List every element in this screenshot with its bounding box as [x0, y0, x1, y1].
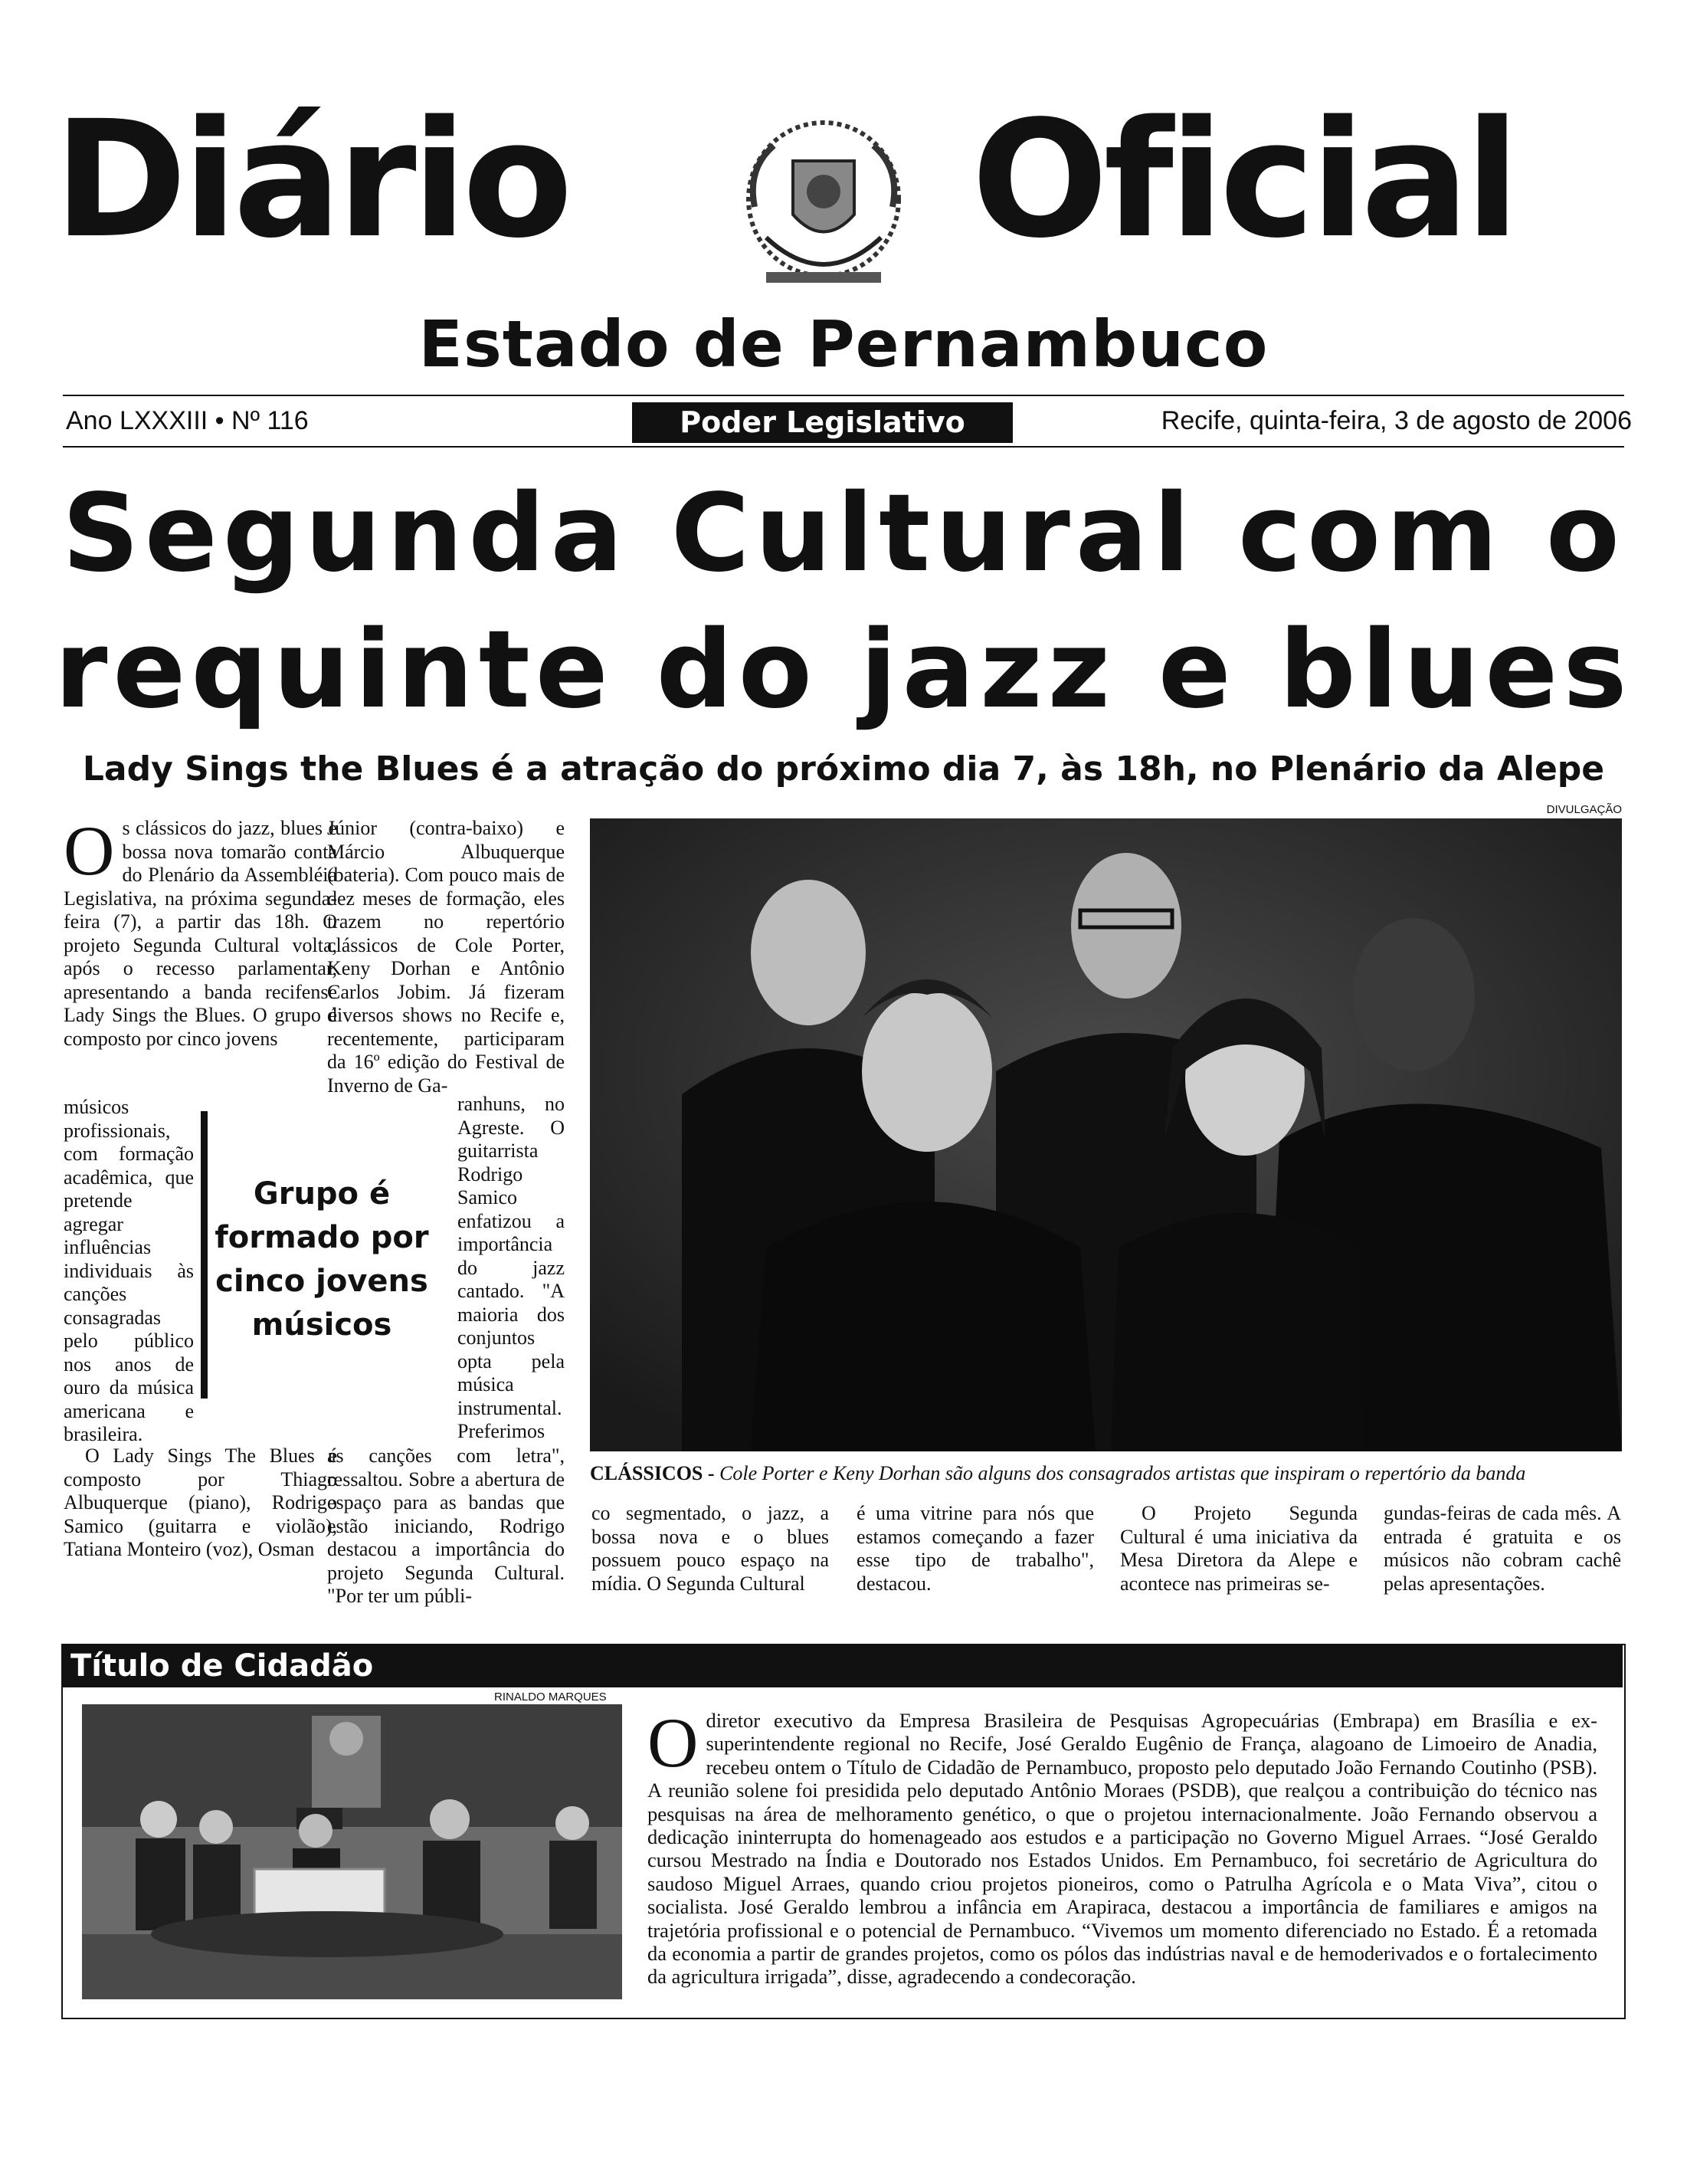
divider-bottom	[63, 446, 1624, 448]
masthead-state: Estado de Pernambuco	[418, 307, 1269, 382]
article-lower-column-1	[591, 1502, 829, 1595]
article-lower-column-4	[1384, 1502, 1621, 1595]
lower-column-1-text: co segmentado, o jazz, a bossa nova e o blues possuem pouco espaço na mídia. O Segunda Cultural	[591, 1502, 829, 1595]
masthead-title-right: Oficial	[971, 86, 1516, 274]
seal-icon	[735, 115, 912, 299]
box-title: Título de Cidadão	[63, 1645, 1623, 1687]
article-column-2-wrap	[457, 1093, 565, 1444]
ceremony-photo	[82, 1704, 622, 1999]
column-1-narrow-text: músicos profissionais, com formação acadêmica, que pretende agregar influências individuais às canções consagradas pelo público nos anos de ouro da música americana e brasileira.	[64, 1096, 194, 1445]
article-column-1	[64, 812, 337, 1051]
pullquote: Grupo é formado por cinco jovens músicos	[215, 1176, 429, 1343]
article-lower-column-3	[1120, 1502, 1358, 1595]
article-column-1-bottom	[64, 1445, 337, 1562]
caption-text: Cole Porter e Keny Dorhan são alguns dos consagrados artistas que inspiram o repertório da banda	[719, 1462, 1526, 1484]
box-photo-credit: RINALDO MARQUES	[494, 1690, 607, 1704]
masthead-title-left: Diário	[54, 86, 568, 274]
box-article	[647, 1704, 1597, 1989]
box-dropcap: O	[647, 1704, 699, 1782]
column-1-bottom-text: O Lady Sings The Blues é composto por Thiago Albuquerque (piano), Rodrigo Samico (guitarra e violão), Tatiana Monteiro (voz), Osman	[64, 1445, 337, 1560]
dropcap: O	[64, 812, 115, 890]
dateline: Recife, quinta-feira, 3 de agosto de 2006	[1161, 406, 1632, 435]
column-2-wrap-text: ranhuns, no Agreste. O guitarrista Rodrigo Samico enfatizou a importância do jazz cantado. "A maioria dos conjuntos opta pela música instrumental. Preferimos	[457, 1093, 565, 1442]
headline-line-2: requinte do jazz e blues	[54, 608, 1633, 733]
article-column-2	[327, 817, 565, 1097]
divider-top	[63, 395, 1624, 396]
article-headline	[46, 466, 1641, 739]
lower-column-2-text: é uma vitrine para nós que estamos começando a fazer esse tipo de trabalho", destacou.	[857, 1502, 1094, 1595]
article-column-1-narrow	[64, 1096, 194, 1447]
edition-number: Ano LXXXIII • Nº 116	[66, 406, 309, 435]
caption-lead: CLÁSSICOS -	[590, 1462, 715, 1484]
article-subhead: Lady Sings the Blues é a atração do próximo dia 7, às 18h, no Plenário da Alepe	[82, 749, 1605, 789]
photo-credit: DIVULGAÇÃO	[1546, 803, 1622, 816]
band-photo	[590, 818, 1622, 1451]
lower-column-4-text: gundas-feiras de cada mês. A entrada é gratuita e os músicos não cobram cachê pelas apresentações.	[1384, 1502, 1621, 1595]
lower-column-3-text: O Projeto Segunda Cultural é uma iniciativa da Mesa Diretora da Alepe e acontece nas primeiras se-	[1120, 1502, 1358, 1595]
photo-caption	[590, 1462, 1622, 1485]
column-2-bottom-text: as canções com letra", ressaltou. Sobre a abertura de espaço para as bandas que estão iniciando, Rodrigo destacou a importância do projeto Segunda Cultural. "Por ter um públi-	[327, 1445, 565, 1607]
article-column-2-bottom	[327, 1445, 565, 1608]
column-1-text: s clássicos do jazz, blues e bossa nova tomarão conta do Plenário da Assembléia Legislativa, na próxima segunda-feira (7), a partir das 18h. O projeto Segunda Cultural volta, após o recesso parlamentar, apresentando a banda recifense Lady Sings the Blues. O grupo é composto por cinco jovens	[64, 817, 337, 1050]
column-2-text: Júnior (contra-baixo) e Márcio Albuquerque (bateria). Com pouco mais de dez meses de formação, eles trazem no repertório clássicos de Cole Porter, Keny Dorhan e Antônio Carlos Jobim. Já fizeram diversos shows no Recife e, recentemente, participaram da 16º edição do Festival de Inverno de Ga-	[327, 817, 565, 1097]
article-lower-column-2	[857, 1502, 1094, 1595]
box-article-text: diretor executivo da Empresa Brasileira de Pesquisas Agropecuárias (Embrapa) em Brasília e ex-superintendente regional no Recife, José Geraldo Eugênio de França, alagoano de Limoeiro de Anadia, recebeu ontem o Título de Cidadão de Pernambuco, proposto pelo deputado João Fernando Coutinho (PSB). A reunião solene foi presidida pelo deputado Antônio Moraes (PSDB), que realçou a contribuição do técnico nas pesquisas na área de melhoramento genético, o que o projetou internacionalmente. João Fernando observou a dedicação ininterrupta do homenageado aos estudos e a participação no Governo Miguel Arraes. “José Geraldo cursou Mestrado na Índia e Doutorado nos Estados Unidos. Em Pernambuco, foi secretário de Agricultura do saudoso Miguel Arraes, quando criou projetos pioneiros, como o Patrulha Agrícola e o Mata Viva”, citou o socialista. José Geraldo lembrou a infância em Arapiraca, destacou a importância de familiares e amigos na trajetória profissional e o potencial de Pernambuco. “Vivemos um momento diferenciado no Estado. É a retomada da economia a partir de grandes projetos, como os pólos das indústrias naval e de hemoderivados e o fortalecimento da agricultura irrigada”, disse, agradecendo a condecoração.	[647, 1709, 1597, 1989]
section-label: Poder Legislativo	[632, 402, 1013, 443]
headline-line-1: Segunda Cultural com o	[62, 471, 1625, 596]
